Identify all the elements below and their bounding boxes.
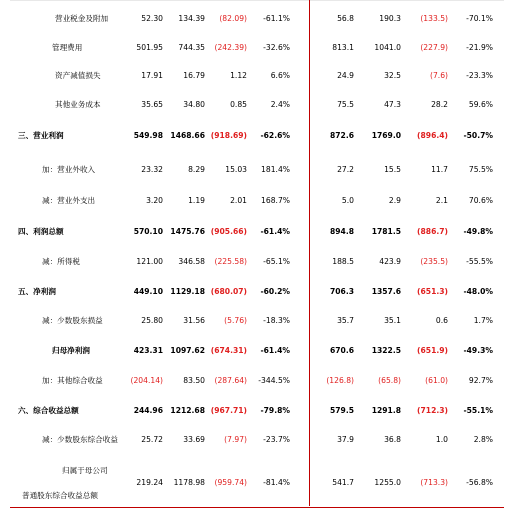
value-cell: 34.80 — [183, 100, 205, 109]
value-cell: 188.5 — [332, 257, 354, 266]
value-cell: -23.7% — [263, 435, 290, 444]
value-cell: -70.1% — [466, 14, 493, 23]
value-cell: -49.3% — [463, 346, 493, 355]
label-line-2: 普通股东综合收益总额 — [22, 491, 98, 500]
table-row — [0, 403, 509, 419]
value-cell: 1097.62 — [170, 346, 205, 355]
value-cell: 6.6% — [270, 71, 290, 80]
value-cell: 33.69 — [183, 435, 205, 444]
bottom-border — [10, 507, 504, 508]
value-cell: -18.3% — [263, 316, 290, 325]
value-cell: (61.0) — [425, 376, 448, 385]
value-cell: 8.29 — [188, 165, 205, 174]
value-cell: 59.6% — [468, 100, 493, 109]
table-row — [0, 97, 509, 113]
table-row — [0, 224, 509, 240]
value-cell: 15.5 — [384, 165, 401, 174]
value-cell: (287.64) — [214, 376, 247, 385]
multiline-row-label — [22, 465, 108, 502]
value-cell: 3.20 — [146, 196, 163, 205]
table-row — [0, 373, 509, 389]
value-cell: 0.85 — [230, 100, 247, 109]
value-cell: -49.8% — [463, 227, 493, 236]
value-cell: 579.5 — [329, 406, 354, 415]
value-cell: 181.4% — [261, 165, 290, 174]
value-cell: 1769.0 — [371, 131, 401, 140]
value-cell: 24.9 — [337, 71, 354, 80]
value-cell: 1212.68 — [170, 406, 205, 415]
row-label: 减：营业外支出 — [42, 196, 96, 205]
value-cell: -55.1% — [463, 406, 493, 415]
value-cell: 25.72 — [141, 435, 163, 444]
value-cell: -48.0% — [463, 287, 493, 296]
row-label: 归母净利润 — [52, 346, 90, 355]
value-cell: 56.8 — [337, 14, 354, 23]
value-cell: (886.7) — [417, 227, 448, 236]
value-cell: 28.2 — [431, 100, 448, 109]
value-cell: 872.6 — [329, 131, 354, 140]
value-cell: 37.9 — [337, 435, 354, 444]
value-cell: 16.79 — [183, 71, 205, 80]
value-cell: 2.1 — [435, 196, 448, 205]
value-cell: (918.69) — [210, 131, 247, 140]
value-cell: -65.1% — [263, 257, 290, 266]
value-cell: 2.4% — [270, 100, 290, 109]
value-cell: 346.58 — [178, 257, 205, 266]
value-cell: (204.14) — [130, 376, 163, 385]
value-cell: 121.00 — [136, 257, 163, 266]
value-cell: -50.7% — [463, 131, 493, 140]
value-cell: 134.39 — [178, 14, 205, 23]
value-cell: -79.8% — [260, 406, 290, 415]
row-label: 五、净利润 — [18, 287, 56, 296]
value-cell: -56.8% — [466, 478, 493, 487]
value-cell: 75.5 — [337, 100, 354, 109]
value-cell: 813.1 — [332, 43, 354, 52]
value-cell: (959.74) — [214, 478, 247, 487]
value-cell: 92.7% — [468, 376, 493, 385]
value-cell: 1322.5 — [371, 346, 401, 355]
value-cell: 31.56 — [183, 316, 205, 325]
value-cell: -62.6% — [260, 131, 290, 140]
value-cell: (7.97) — [224, 435, 247, 444]
value-cell: 35.65 — [141, 100, 163, 109]
value-cell: 23.32 — [141, 165, 163, 174]
value-cell: 15.03 — [225, 165, 247, 174]
value-cell: 2.9 — [388, 196, 401, 205]
table-row — [0, 432, 509, 448]
value-cell: -81.4% — [263, 478, 290, 487]
value-cell: (651.3) — [417, 287, 448, 296]
value-cell: (235.5) — [420, 257, 448, 266]
table-row — [0, 284, 509, 300]
table-row — [0, 313, 509, 329]
value-cell: (65.8) — [378, 376, 401, 385]
value-cell: 570.10 — [133, 227, 163, 236]
value-cell: (674.31) — [210, 346, 247, 355]
value-cell: (680.07) — [210, 287, 247, 296]
value-cell: (651.9) — [417, 346, 448, 355]
value-cell: 5.0 — [341, 196, 354, 205]
value-cell: 0.6 — [435, 316, 448, 325]
value-cell: 11.7 — [431, 165, 448, 174]
value-cell: 423.31 — [133, 346, 163, 355]
value-cell: 1.12 — [230, 71, 247, 80]
value-cell: 706.3 — [329, 287, 354, 296]
value-cell: 25.80 — [141, 316, 163, 325]
value-cell: 1291.8 — [371, 406, 401, 415]
row-label: 减：少数股东损益 — [42, 316, 103, 325]
row-label: 三、营业利润 — [18, 131, 64, 140]
row-label: 加：营业外收入 — [42, 165, 96, 174]
value-cell: -21.9% — [466, 43, 493, 52]
value-cell: (905.66) — [210, 227, 247, 236]
table-row — [0, 162, 509, 178]
value-cell: 1468.66 — [170, 131, 205, 140]
value-cell: 52.30 — [141, 14, 163, 23]
value-cell: -23.3% — [466, 71, 493, 80]
value-cell: 744.35 — [178, 43, 205, 52]
value-cell: -32.6% — [263, 43, 290, 52]
value-cell: (712.3) — [417, 406, 448, 415]
value-cell: -55.5% — [466, 257, 493, 266]
row-label: 管理费用 — [52, 43, 83, 52]
value-cell: 36.8 — [384, 435, 401, 444]
value-cell: 449.10 — [133, 287, 163, 296]
value-cell: 1.7% — [473, 316, 493, 325]
row-label: 减：少数股东综合收益 — [42, 435, 118, 444]
value-cell: (7.6) — [429, 71, 448, 80]
value-cell: (133.5) — [420, 14, 448, 23]
row-label: 四、利润总额 — [18, 227, 64, 236]
row-label: 减：所得税 — [42, 257, 80, 266]
value-cell: 894.8 — [329, 227, 354, 236]
row-label: 其他业务成本 — [55, 100, 101, 109]
value-cell: (126.8) — [326, 376, 354, 385]
label-line-1: 归属于母公司 — [62, 466, 108, 475]
value-cell: 1357.6 — [371, 287, 401, 296]
table-row — [0, 254, 509, 270]
value-cell: 1.19 — [188, 196, 205, 205]
value-cell: 168.7% — [261, 196, 290, 205]
value-cell: 501.95 — [136, 43, 163, 52]
value-cell: 219.24 — [136, 478, 163, 487]
value-cell: 423.9 — [379, 257, 401, 266]
value-cell: 1781.5 — [371, 227, 401, 236]
value-cell: (227.9) — [420, 43, 448, 52]
value-cell: -61.4% — [260, 346, 290, 355]
value-cell: 1129.18 — [170, 287, 205, 296]
value-cell: 190.3 — [379, 14, 401, 23]
value-cell: (242.39) — [214, 43, 247, 52]
value-cell: (82.09) — [219, 14, 247, 23]
table-row — [0, 343, 509, 359]
value-cell: 1.0 — [435, 435, 448, 444]
row-label: 加：其他综合收益 — [42, 376, 103, 385]
value-cell: 83.50 — [183, 376, 205, 385]
value-cell: (713.3) — [420, 478, 448, 487]
value-cell: (5.76) — [224, 316, 247, 325]
value-cell: 1041.0 — [374, 43, 401, 52]
row-label: 营业税金及附加 — [55, 14, 109, 23]
value-cell: 17.91 — [141, 71, 163, 80]
value-cell: 47.3 — [384, 100, 401, 109]
value-cell: 541.7 — [332, 478, 354, 487]
value-cell: (967.71) — [210, 406, 247, 415]
value-cell: 549.98 — [133, 131, 163, 140]
value-cell: (225.58) — [214, 257, 247, 266]
table-row — [0, 193, 509, 209]
value-cell: -344.5% — [258, 376, 290, 385]
value-cell: 35.7 — [337, 316, 354, 325]
value-cell: 1255.0 — [374, 478, 401, 487]
value-cell: 27.2 — [337, 165, 354, 174]
value-cell: 244.96 — [133, 406, 163, 415]
table-row — [0, 128, 509, 144]
value-cell: 32.5 — [384, 71, 401, 80]
value-cell: -61.1% — [263, 14, 290, 23]
row-label: 六、综合收益总额 — [18, 406, 79, 415]
row-label: 资产减值损失 — [55, 71, 101, 80]
value-cell: 2.01 — [230, 196, 247, 205]
value-cell: 2.8% — [473, 435, 493, 444]
table-row — [0, 11, 509, 27]
value-cell: -61.4% — [260, 227, 290, 236]
value-cell: 70.6% — [468, 196, 493, 205]
top-border — [10, 0, 504, 1]
table-row — [0, 68, 509, 84]
value-cell: -60.2% — [260, 287, 290, 296]
value-cell: (896.4) — [417, 131, 448, 140]
value-cell: 35.1 — [384, 316, 401, 325]
table-row — [0, 40, 509, 56]
value-cell: 670.6 — [329, 346, 354, 355]
value-cell: 1178.98 — [173, 478, 205, 487]
value-cell: 1475.76 — [170, 227, 205, 236]
value-cell: 75.5% — [468, 165, 493, 174]
